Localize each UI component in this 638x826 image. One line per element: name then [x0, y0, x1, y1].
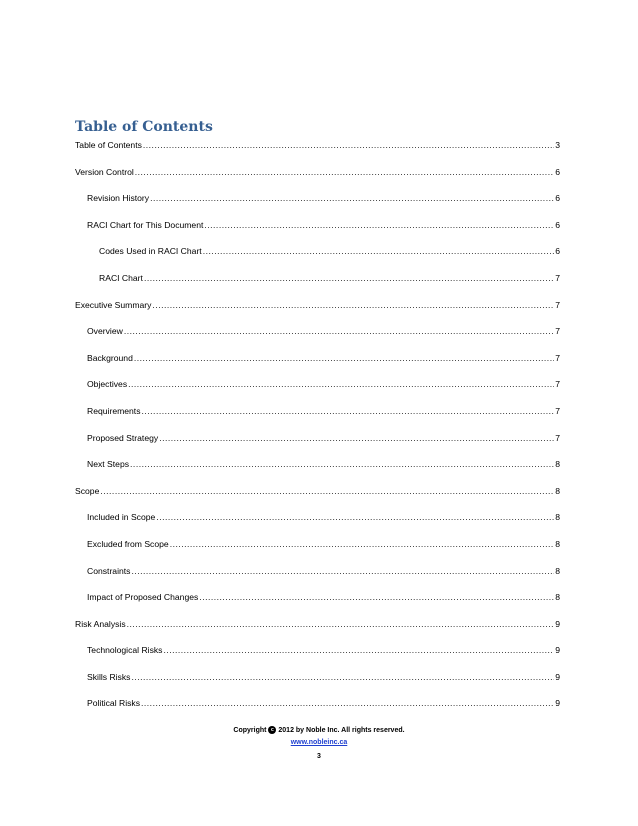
toc-dot-leader — [163, 644, 554, 656]
toc-entry[interactable] — [75, 390, 560, 417]
toc-dot-leader — [135, 166, 554, 178]
toc-entry-title: Technological Risks — [87, 645, 163, 656]
toc-dot-leader — [159, 432, 554, 444]
toc-entry-page: 3 — [555, 140, 560, 150]
toc-entry-title: Next Steps — [87, 459, 130, 470]
copyright-icon: c — [268, 726, 276, 734]
toc-entry-page: 6 — [555, 193, 560, 204]
toc-entry[interactable] — [75, 523, 560, 550]
toc-entry-page: 7 — [555, 352, 560, 363]
copyright-notice — [0, 726, 638, 734]
toc-dot-leader — [170, 538, 555, 550]
copyright-text: 2012 by Noble Inc. All rights reserved. — [278, 726, 405, 734]
toc-dot-leader — [131, 565, 554, 577]
toc-entry-title: Impact of Proposed Changes — [87, 592, 199, 603]
toc-dot-leader — [100, 485, 554, 497]
toc-entry-page: 9 — [555, 618, 560, 629]
toc-entry-page: 8 — [555, 565, 560, 576]
toc-entry-page: 8 — [555, 538, 560, 549]
toc-entry-title: Codes Used in RACI Chart — [99, 246, 202, 257]
toc-dot-leader — [156, 511, 554, 523]
toc-entry[interactable] — [75, 231, 560, 258]
toc-dot-leader — [143, 139, 554, 151]
toc-entry-page: 7 — [555, 272, 560, 283]
toc-entry-title: Background — [87, 352, 133, 363]
toc-entry-title: RACI Chart — [99, 272, 143, 283]
toc-dot-leader — [127, 618, 555, 630]
toc-entry[interactable] — [75, 139, 560, 151]
toc-entry-title: Proposed Strategy — [87, 432, 159, 443]
toc-entry-page: 9 — [555, 645, 560, 656]
toc-entry-title: Overview — [87, 326, 123, 337]
toc-dot-leader — [152, 299, 554, 311]
toc-entry[interactable] — [75, 577, 560, 604]
toc-entry[interactable] — [75, 656, 560, 683]
toc-entry[interactable] — [75, 311, 560, 338]
toc-entry[interactable] — [75, 444, 560, 471]
toc-entry-title: RACI Chart for This Document — [87, 219, 204, 230]
toc-entry-page: 8 — [555, 459, 560, 470]
toc-entry-page: 6 — [555, 219, 560, 230]
toc-entry-title: Included in Scope — [87, 512, 156, 523]
toc-entry-page: 7 — [555, 405, 560, 416]
toc-entry[interactable] — [75, 470, 560, 497]
toc-entry-title: Requirements — [87, 405, 141, 416]
toc-dot-leader — [204, 219, 554, 231]
toc-entry-title: Scope — [75, 485, 100, 496]
toc-entry-page: 7 — [555, 379, 560, 390]
toc-entry-title: Skills Risks — [87, 671, 131, 682]
toc-entry-title: Excluded from Scope — [87, 538, 169, 549]
toc-entry[interactable] — [75, 178, 560, 205]
toc-dot-leader — [142, 405, 555, 417]
toc-entry[interactable] — [75, 257, 560, 284]
toc-dot-leader — [150, 192, 554, 204]
toc-entry-title: Table of Contents — [75, 140, 142, 150]
toc-entry-page: 6 — [555, 246, 560, 257]
toc-entry[interactable] — [75, 151, 560, 178]
toc-entry-title: Political Risks — [87, 698, 141, 709]
toc-entry[interactable] — [75, 204, 560, 231]
toc-dot-leader — [134, 352, 554, 364]
toc-entry-page: 7 — [555, 326, 560, 337]
toc-entry[interactable] — [75, 364, 560, 391]
toc-entry-page: 9 — [555, 698, 560, 709]
toc-entry-title: Constraints — [87, 565, 131, 576]
toc-dot-leader — [124, 325, 554, 337]
toc-entry-page: 8 — [555, 512, 560, 523]
toc-entry-page: 7 — [555, 299, 560, 310]
toc-entry[interactable] — [75, 550, 560, 577]
toc-entry[interactable] — [75, 603, 560, 630]
toc-dot-leader — [128, 378, 554, 390]
toc-dot-leader — [131, 671, 554, 683]
toc-entry-page: 9 — [555, 671, 560, 682]
toc-dot-leader — [130, 458, 554, 470]
page-number: 3 — [317, 753, 321, 760]
toc-heading: Table of Contents — [75, 119, 213, 135]
toc-entry-page: 8 — [555, 592, 560, 603]
copyright-prefix: Copyright — [233, 726, 267, 734]
toc-dot-leader — [203, 245, 555, 257]
toc-entry[interactable] — [75, 497, 560, 524]
toc-entry[interactable] — [75, 337, 560, 364]
toc-dot-leader — [141, 697, 554, 709]
toc-entry[interactable] — [75, 284, 560, 311]
toc-entry-title: Version Control — [75, 166, 134, 177]
toc-entry[interactable] — [75, 630, 560, 657]
toc-dot-leader — [199, 591, 554, 603]
toc-entry-page: 8 — [555, 485, 560, 496]
table-of-contents — [75, 139, 560, 709]
website-link[interactable]: www.nobleinc.ca — [290, 739, 348, 746]
toc-entry[interactable] — [75, 417, 560, 444]
toc-entry-page: 6 — [555, 166, 560, 177]
toc-entry-title: Risk Analysis — [75, 618, 126, 629]
toc-dot-leader — [144, 272, 554, 284]
toc-entry-title: Objectives — [87, 379, 128, 390]
toc-entry-page: 7 — [555, 432, 560, 443]
toc-entry-title: Executive Summary — [75, 299, 152, 310]
toc-entry[interactable] — [75, 683, 560, 710]
toc-entry-title: Revision History — [87, 193, 150, 204]
